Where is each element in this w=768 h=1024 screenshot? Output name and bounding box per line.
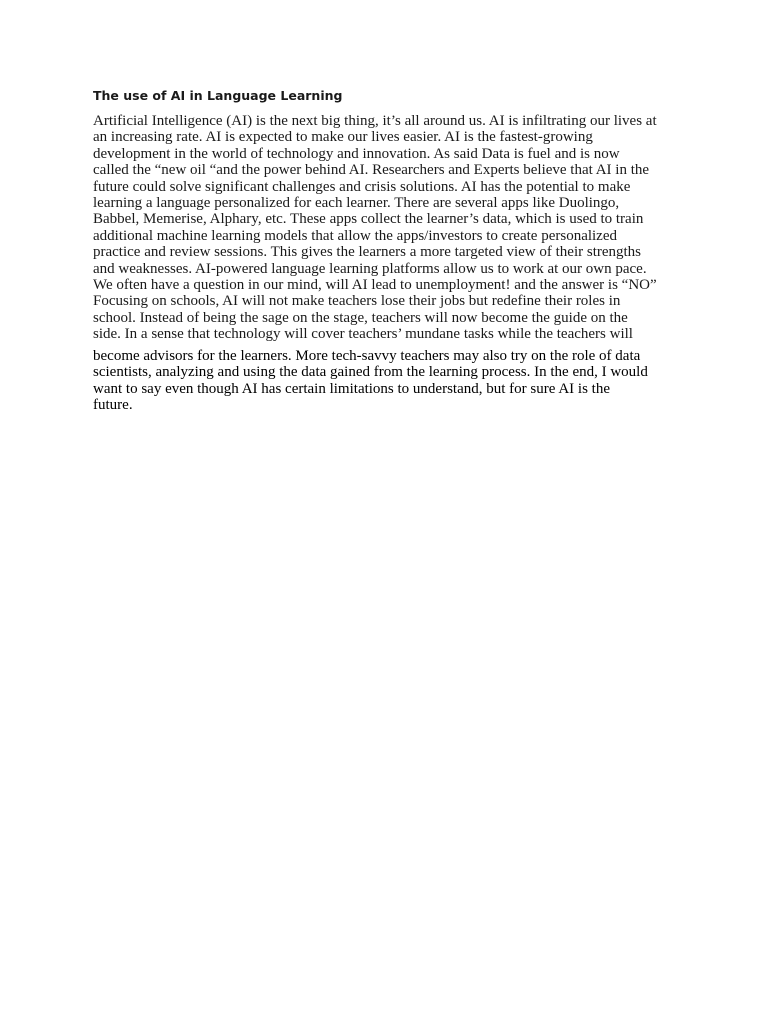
body-line: an increasing rate. AI is expected to make our lives easier. AI is the fastest-growing — [93, 129, 593, 146]
document-title: The use of AI in Language Learning — [93, 88, 343, 103]
body-line: development in the world of technology and innovation. As said Data is fuel and is now — [93, 145, 620, 162]
body-line: side. In a sense that technology will cover teachers’ mundane tasks while the teachers will — [93, 326, 633, 343]
body-line: Artificial Intelligence (AI) is the next big thing, it’s all around us. AI is infiltrating our lives at — [93, 113, 657, 129]
body-line: practice and review sessions. This gives the learners a more targeted view of their strengths — [93, 244, 642, 261]
body-line: school. Instead of being the sage on the stage, teachers will now become the guide on the — [93, 309, 628, 326]
body-line: future could solve significant challenges and crisis solutions. AI has the potential to make — [93, 178, 631, 195]
body-line: additional machine learning models that allow the apps/investors to create personalized — [93, 227, 617, 244]
body-line: Babbel, Memerise, Alphary, etc. These apps collect the learner’s data, which is used to train — [93, 211, 644, 228]
body-line: called the “new oil “and the power behind AI. Researchers and Experts believe that AI in the — [93, 162, 650, 179]
document-body — [93, 113, 683, 413]
body-line: We often have a question in our mind, will AI lead to unemployment! and the answer is “NO” — [93, 277, 657, 294]
body-line: and weaknesses. AI-powered language learning platforms allow us to work at our own pace. — [93, 260, 647, 277]
body-line: want to say even though AI has certain limitations to understand, but for sure AI is the — [93, 380, 610, 397]
body-line: become advisors for the learners. More tech-savvy teachers may also try on the role of data — [93, 347, 641, 364]
body-line: scientists, analyzing and using the data gained from the learning process. In the end, I would — [93, 364, 648, 381]
body-line: future. — [93, 396, 133, 413]
body-line: learning a language personalized for each learner. There are several apps like Duolingo, — [93, 195, 620, 212]
body-line: Focusing on schools, AI will not make teachers lose their jobs but redefine their roles in — [93, 293, 621, 310]
